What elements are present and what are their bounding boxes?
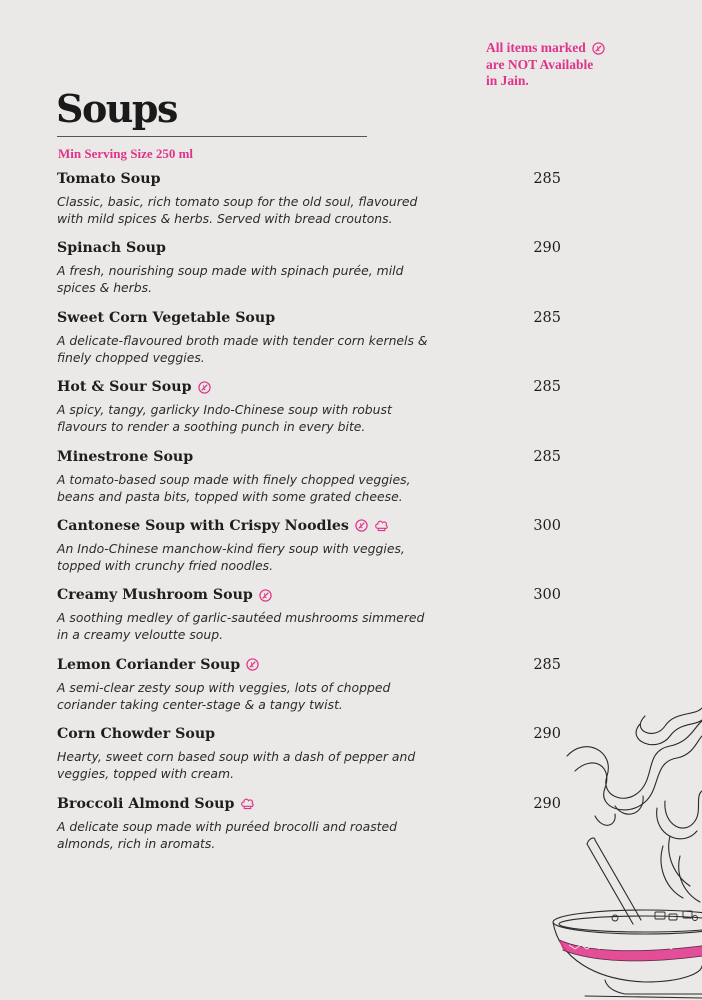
item-name [57,654,259,676]
jain-note-line1: All items marked [486,40,586,55]
item-description: A spicy, tangy, garlicky Indo-Chinese soup with robust flavours to render a soothing punch in every bite. [57,402,392,435]
menu-item [57,237,567,306]
menu-list [57,168,567,862]
item-price: 290 [533,240,561,257]
soup-bowl-illustration [545,696,702,1000]
jain-note-line2: are NOT Available [486,56,594,72]
not-jain-icon [355,519,368,532]
item-price: 300 [533,517,561,534]
title-divider [57,136,367,137]
item-name-text: Cantonese Soup with Crispy Noodles [57,517,349,534]
item-name-text: Broccoli Almond Soup [57,795,235,812]
not-jain-icon [246,658,259,671]
item-description: A soothing medley of garlic-sautéed mushrooms simmered in a creamy veloutte soup. [57,610,425,643]
menu-item [57,376,567,445]
not-jain-icon [259,589,272,602]
menu-item [57,307,567,376]
item-name-text: Sweet Corn Vegetable Soup [57,309,276,326]
chef-hat-icon [240,797,255,810]
page-title: Soups [56,86,177,131]
item-name [57,584,272,606]
item-price: 285 [533,656,561,673]
item-description: Classic, basic, rich tomato soup for the old soul, flavoured with mild spices & herbs. Served with bread croutons. [57,194,418,226]
item-name [57,307,275,329]
item-price: 285 [533,448,561,465]
menu-item [57,584,567,653]
serving-size: Min Serving Size 250 ml [58,146,194,161]
item-price: 285 [533,171,561,187]
item-name-text: Tomato Soup [57,171,161,187]
jain-note [486,40,646,90]
chef-hat-icon [374,519,389,532]
menu-item [57,168,567,237]
not-jain-icon [198,381,211,394]
item-name [57,793,255,815]
item-price: 300 [533,587,561,604]
item-description: A fresh, nourishing soup made with spinach purée, mild spices & herbs. [57,263,404,296]
not-jain-icon [592,42,605,55]
jain-note-line3: in Jain. [486,73,529,88]
item-name-text: Lemon Coriander Soup [57,656,241,673]
item-description: A semi-clear zesty soup with veggies, lots of chopped coriander taking center-stage & a tangy twist. [57,679,391,712]
item-description: A tomato-based soup made with finely chopped veggies, beans and pasta bits, topped with some grated cheese. [57,471,411,504]
item-description: A delicate soup made with puréed brocolli and roasted almonds, rich in aromats. [57,818,398,851]
item-price: 290 [533,795,561,812]
item-description: Hearty, sweet corn based soup with a dash of pepper and veggies, topped with cream. [57,749,416,782]
item-name-text: Spinach Soup [57,240,166,257]
item-name [57,446,193,468]
item-name-text: Hot & Sour Soup [57,379,192,396]
item-name [57,376,211,398]
item-name-text: Creamy Mushroom Soup [57,587,253,604]
item-price: 285 [533,379,561,396]
menu-item [57,515,567,584]
menu-item [57,793,567,862]
item-price: 285 [533,309,561,326]
item-name-text: Minestrone Soup [57,448,194,465]
item-name [57,168,161,190]
item-price: 290 [533,726,561,743]
item-name [57,515,389,537]
menu-item [57,723,567,792]
item-name [57,237,166,259]
item-name-text: Corn Chowder Soup [57,726,216,743]
item-name [57,723,215,745]
menu-item [57,654,567,723]
item-description: A delicate-flavoured broth made with tender corn kernels & finely chopped veggies. [57,332,428,365]
menu-item [57,446,567,515]
item-description: An Indo-Chinese manchow-kind fiery soup with veggies, topped with crunchy fried noodles. [57,540,405,573]
